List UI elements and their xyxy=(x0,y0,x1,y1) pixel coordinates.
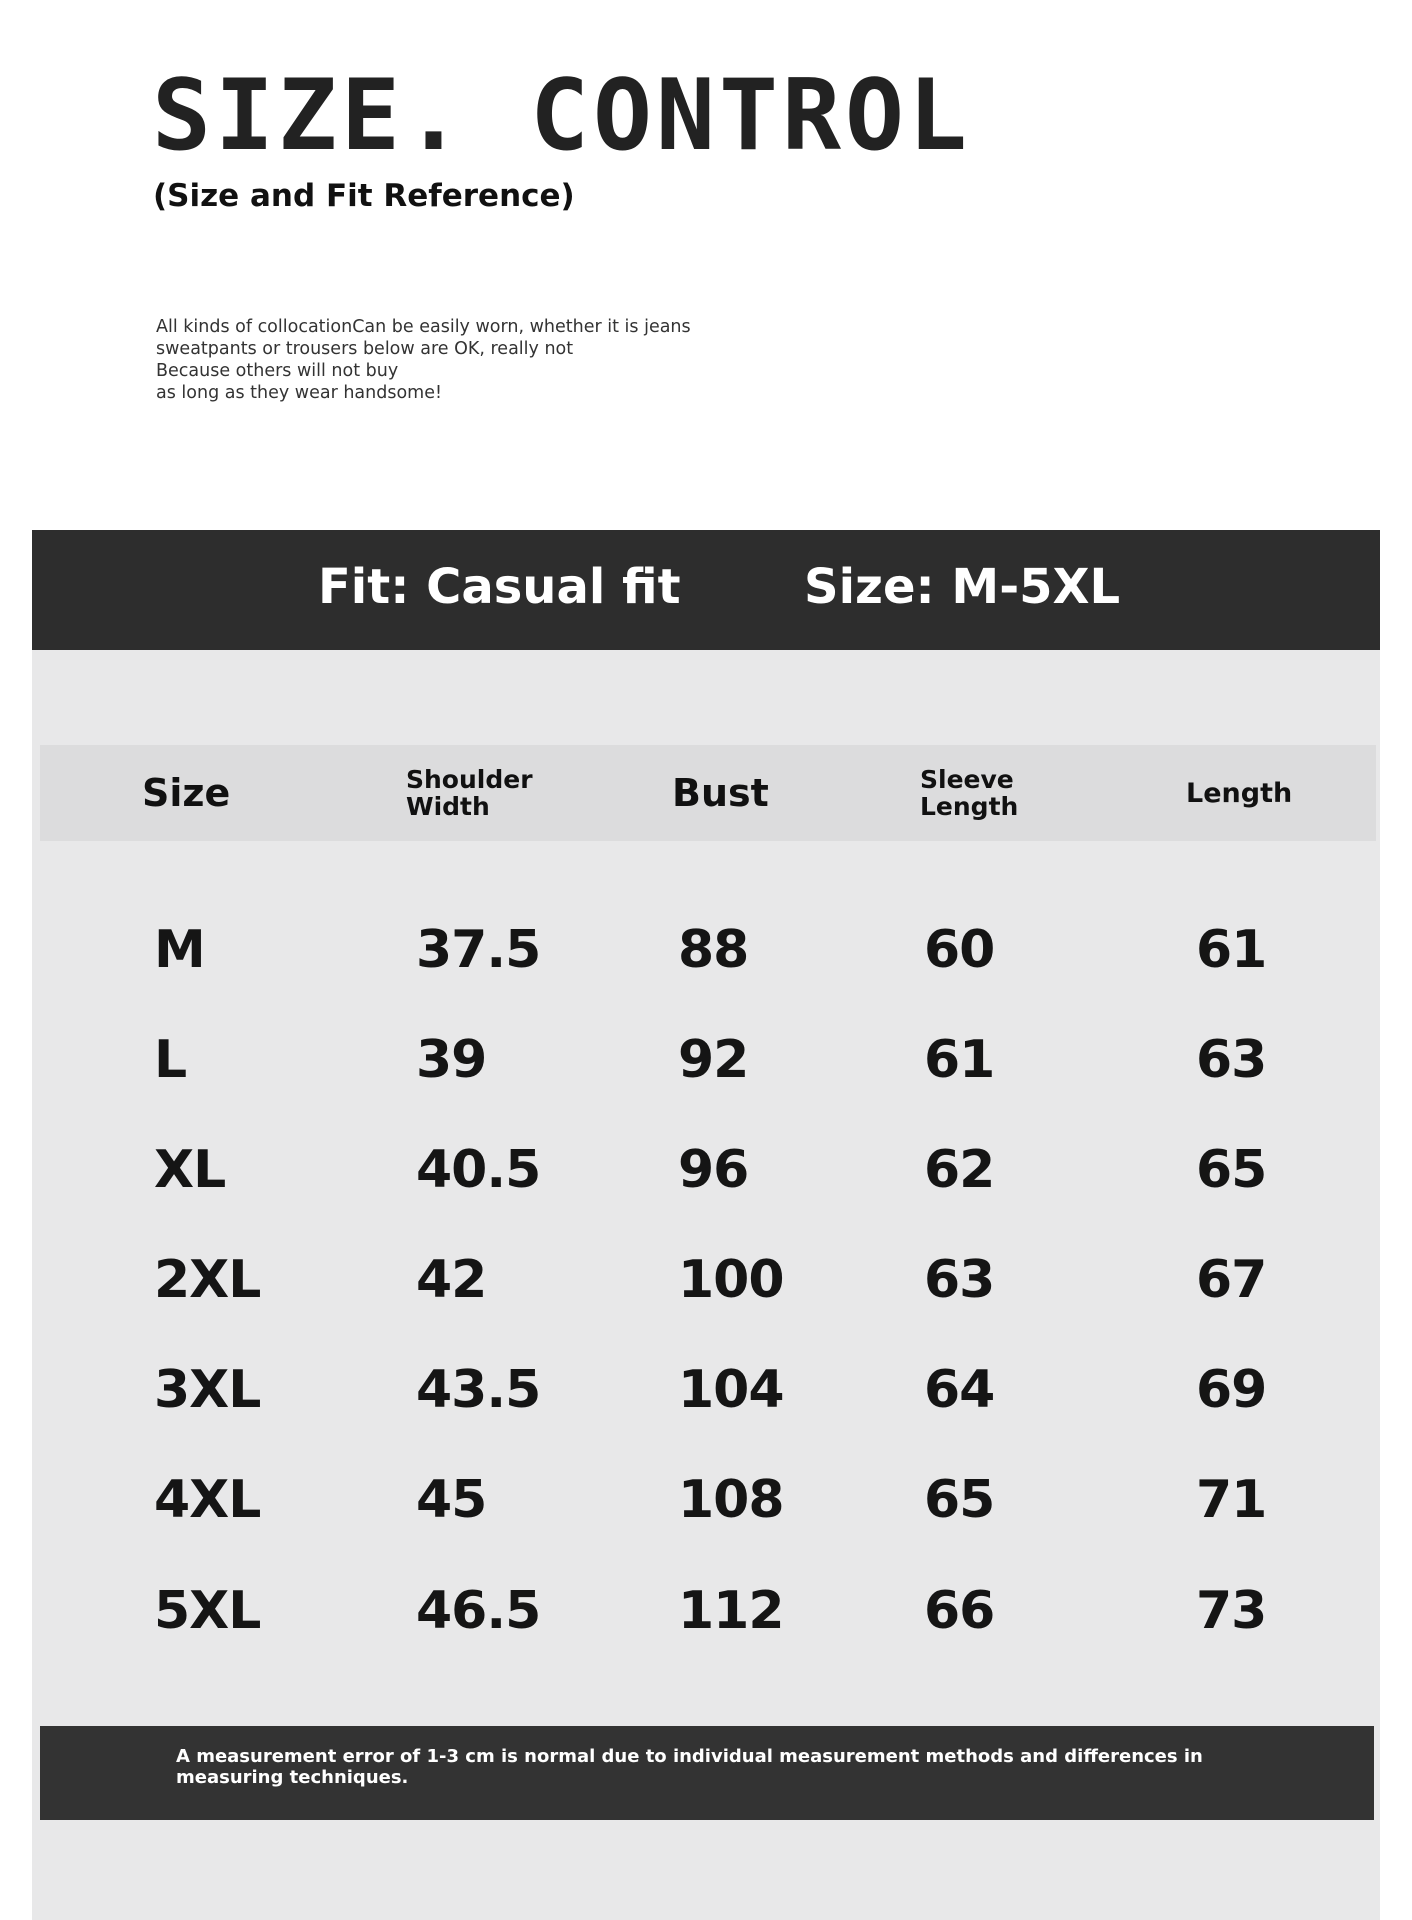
length-cell: 69 xyxy=(1196,1360,1267,1420)
description-line: Because others will not buy xyxy=(156,361,399,381)
header-line: Width xyxy=(406,792,490,821)
bust-cell: 92 xyxy=(678,1030,749,1090)
length-cell: 63 xyxy=(1196,1030,1267,1090)
table-row xyxy=(0,1240,1412,1320)
shoulder-cell: 43.5 xyxy=(416,1360,541,1420)
column-header-sleeve-length xyxy=(920,745,1018,841)
page-subtitle: (Size and Fit Reference) xyxy=(153,178,575,214)
header-line: Sleeve xyxy=(920,765,1014,794)
sleeve-cell: 64 xyxy=(924,1360,995,1420)
table-row xyxy=(0,1020,1412,1100)
length-cell: 73 xyxy=(1196,1581,1267,1641)
sleeve-cell: 61 xyxy=(924,1030,995,1090)
bust-cell: 112 xyxy=(678,1581,784,1641)
column-header-shoulder-width xyxy=(406,745,533,841)
table-row xyxy=(0,1350,1412,1430)
bust-cell: 88 xyxy=(678,920,749,980)
size-cell: 2XL xyxy=(154,1250,261,1310)
size-chart-panel xyxy=(32,530,1380,1920)
fit-banner xyxy=(32,530,1380,650)
bust-cell: 100 xyxy=(678,1250,784,1310)
size-cell: M xyxy=(154,920,205,980)
shoulder-cell: 45 xyxy=(416,1470,487,1530)
size-cell: 5XL xyxy=(154,1581,261,1641)
column-header-bust: Bust xyxy=(672,771,769,815)
shoulder-cell: 39 xyxy=(416,1030,487,1090)
measurement-disclaimer: A measurement error of 1-3 cm is normal due to individual measurement methods and differences in measuring techniques. xyxy=(176,1746,1203,1788)
bust-cell: 108 xyxy=(678,1470,784,1530)
header-line: Shoulder xyxy=(406,765,533,794)
size-cell: 4XL xyxy=(154,1470,261,1530)
sleeve-cell: 62 xyxy=(924,1140,995,1200)
sleeve-cell: 66 xyxy=(924,1581,995,1641)
table-row xyxy=(0,1571,1412,1651)
description-line: sweatpants or trousers below are OK, really not xyxy=(156,339,574,359)
length-cell: 67 xyxy=(1196,1250,1267,1310)
description-line: as long as they wear handsome! xyxy=(156,383,443,403)
bust-cell: 104 xyxy=(678,1360,784,1420)
sleeve-cell: 63 xyxy=(924,1250,995,1310)
page-title: SIZE. CONTROL xyxy=(152,59,972,173)
length-cell: 61 xyxy=(1196,920,1267,980)
length-cell: 65 xyxy=(1196,1140,1267,1200)
size-range-label: Size: M-5XL xyxy=(804,559,1121,615)
column-header-size: Size xyxy=(142,771,231,815)
column-header-length: Length xyxy=(1186,777,1293,809)
size-cell: 3XL xyxy=(154,1360,261,1420)
description-text xyxy=(156,316,856,404)
bust-cell: 96 xyxy=(678,1140,749,1200)
size-cell: L xyxy=(154,1030,187,1090)
shoulder-cell: 40.5 xyxy=(416,1140,541,1200)
table-row xyxy=(0,910,1412,990)
table-row xyxy=(0,1130,1412,1210)
sleeve-cell: 60 xyxy=(924,920,995,980)
fit-label: Fit: Casual fit xyxy=(318,559,681,615)
size-cell: XL xyxy=(154,1140,226,1200)
table-row xyxy=(0,1460,1412,1540)
description-line: All kinds of collocationCan be easily worn, whether it is jeans xyxy=(156,317,691,337)
shoulder-cell: 46.5 xyxy=(416,1581,541,1641)
shoulder-cell: 42 xyxy=(416,1250,487,1310)
length-cell: 71 xyxy=(1196,1470,1267,1530)
header-line: Length xyxy=(920,792,1019,821)
shoulder-cell: 37.5 xyxy=(416,920,541,980)
sleeve-cell: 65 xyxy=(924,1470,995,1530)
